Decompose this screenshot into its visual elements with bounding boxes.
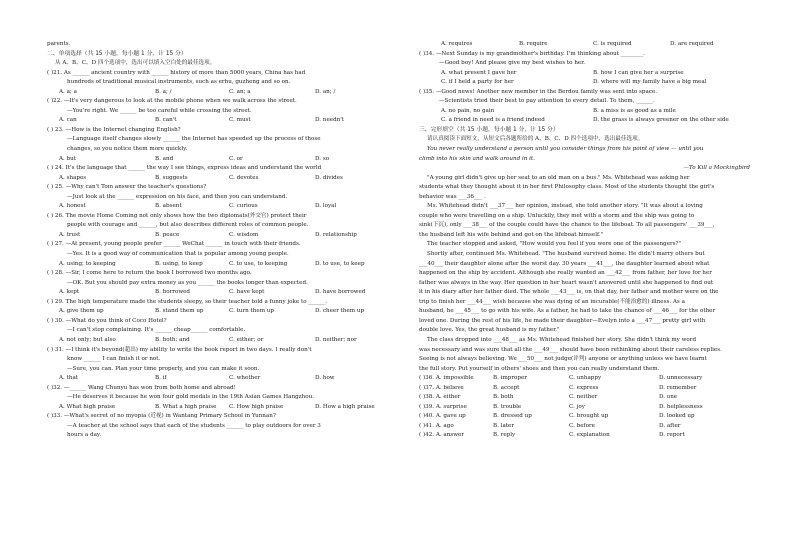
question-stem: ( ) 31. —I think it's beyond(超出) my ability to write the book report in two days. I really don't — [47, 346, 312, 353]
option-B: B. borrowed — [155, 289, 191, 296]
option-A: A. What high praise — [59, 403, 116, 410]
option-C: C. express — [569, 384, 599, 391]
option-A: A. that — [59, 375, 79, 382]
option-row — [419, 403, 750, 413]
option-B: B. reply — [493, 432, 516, 439]
text-line: couple who were travelling on a ship. Unluckily, they met with a storm and the ship was going to — [419, 212, 695, 219]
option-A: ( )38. A. either — [419, 394, 461, 401]
option-A: ( )37. A. believe — [419, 384, 464, 391]
option-D: D. an; / — [315, 88, 336, 95]
option-row — [47, 288, 395, 298]
option-A: A. trust — [59, 231, 81, 238]
option-row — [47, 202, 395, 212]
option-row — [419, 431, 750, 441]
option-C: C. either; or — [229, 336, 264, 343]
text-line: Shortly after, continued Ms. Whitehead. "The husband survived home. He didn't marry others but — [427, 251, 705, 258]
epigraph-line: You never really understand a person until you consider things from his point of view — until you — [427, 146, 704, 153]
text-line: —Scientists tried their best to pay attention to every detail. To them, ______. — [439, 98, 655, 105]
option-C: C. joy — [569, 403, 585, 410]
option-D: D. how — [315, 375, 335, 382]
question-stem: ( )32. —______ Wang Chunyu has won from both home and abroad! — [47, 384, 236, 391]
option-row — [47, 231, 395, 241]
option-row — [419, 69, 750, 79]
option-row — [419, 107, 750, 117]
option-B: B. accept — [493, 384, 520, 391]
option-row — [419, 78, 750, 88]
text-line: father was always in the way. Her question in her heart wasn't answered until she happened to find out — [419, 279, 714, 286]
option-D: D. unnecessary — [659, 375, 703, 382]
option-D: D. are required — [670, 41, 714, 47]
question-stem: ( )21. As ______ ancient country with ______ history of more than 5000 years, China has had — [47, 69, 306, 76]
option-B: B. peace — [155, 231, 180, 238]
option-row — [419, 412, 750, 422]
option-A: A. kept — [59, 289, 80, 296]
text-line: students what they thought about it in her first Philosophy class. Most of the students thought the girl's — [419, 184, 715, 191]
text-line: the husband left his wife behind and got on the lifeboat himself." — [419, 231, 604, 238]
option-B: B. later — [493, 422, 515, 429]
text-line: happened on the ship by accident. Although she really wanted an ___42___ from father, her love for her — [419, 270, 712, 277]
option-row — [47, 260, 395, 270]
option-A: A. using; to keeping — [59, 260, 116, 267]
option-A: A. requires — [441, 41, 473, 47]
option-B: B. if — [155, 375, 167, 382]
option-D: D. divides — [315, 174, 343, 181]
option-C: C. before — [569, 422, 595, 429]
text-line: behavior was ___36___ . — [419, 193, 486, 200]
option-B: D. where will my family have a big meal — [593, 79, 707, 86]
option-A: ( )36. A. impossible — [419, 375, 474, 382]
text-line: people with courage and ______, but also describes different roles of common people. — [67, 222, 309, 229]
option-C: C. whether — [229, 375, 261, 382]
text-line: it in his diary after her father died. The whole ___43___ is, on that day, her father and mother were on the — [419, 289, 719, 296]
text-line: 请认真阅读下面短文，从短文后各题所给的 A、B、C、D 四个选项中，选出最佳选项。 — [427, 136, 644, 143]
option-B: B. using, to keep — [155, 260, 203, 267]
section-heading: 三、完形填空（共 15 小题，每小题 1 分，计 15 分） — [419, 126, 559, 133]
option-B: B. require — [519, 41, 548, 47]
text-line: —Just look at the ______ expression on his face, and then you can understand. — [67, 193, 288, 200]
option-D: D. How a high praise — [315, 403, 375, 410]
option-C: C. or — [229, 155, 243, 162]
option-A: C. if I held a party for her — [441, 79, 514, 86]
option-C: C. brought up — [569, 413, 609, 420]
text-line: —Language itself changes slowly ______ the Internet has speeded up the process of those — [67, 136, 321, 143]
option-B: B. and — [155, 155, 174, 162]
option-row — [419, 374, 750, 384]
option-C: C. wisdom — [229, 231, 259, 238]
text-line: —He deserves it because he won four gold medals in the 19th Asian Games Hangzhou. — [67, 394, 314, 401]
option-D: D. looked up — [659, 413, 695, 420]
option-D: D. cheer them up — [315, 308, 365, 315]
option-B: D. the grass is always greener on the other side — [593, 117, 729, 124]
option-row — [47, 336, 395, 346]
question-stem: ( )22. —It's very dangerous to look at the mobile phone when we walk across the street. — [47, 98, 297, 105]
option-C: C. How high praise — [229, 403, 284, 410]
option-A: A. a; a — [59, 88, 77, 95]
question-stem: ( ) 28. —Sir, I come here to return the book I borrowed two months ago. — [47, 270, 252, 277]
option-D: D. one — [659, 394, 678, 401]
text-line: changes, so you notice them more quickly. — [67, 146, 188, 153]
option-A: ( )42. A. answer — [419, 432, 464, 439]
text-line: parents. — [47, 41, 71, 47]
option-A: A. can — [59, 117, 77, 124]
option-C: C. to use, to keeping — [229, 260, 288, 267]
option-row — [47, 116, 395, 126]
option-A: A. shapes — [59, 174, 87, 181]
option-B: B. stand them up — [155, 308, 204, 315]
option-B: B. suggests — [155, 174, 188, 181]
section-heading: 二、单项选择（共 15 小题，每小题 1 分，计 15 分） — [47, 50, 187, 57]
text-line: trip to finish her ___44___ wish because she was dying of an incurable(不能治愈的) illness. As a — [419, 298, 685, 305]
left-column — [47, 40, 395, 441]
option-row — [47, 174, 395, 184]
option-C: C. must — [229, 117, 251, 124]
text-line: Seeing is not always believing. We ___50___ not judge(评判) anyone or anything unless we have learnt — [419, 356, 707, 363]
option-row — [419, 384, 750, 394]
option-C: C. have kept — [229, 289, 265, 296]
option-row — [47, 155, 395, 165]
option-C: C. devotes — [229, 174, 259, 181]
text-line: —Sure, you can. Plan your time properly, and you can make it soon. — [67, 365, 260, 372]
right-column — [419, 40, 750, 441]
option-C: C. turn them up — [229, 308, 274, 315]
question-stem: ( ) 30. —What do you think of Coco Hotel? — [47, 317, 167, 324]
text-line: hundreds of traditional musical instruments, such as erhu, guzheng and so on. — [67, 79, 291, 86]
option-C: C. unhappy — [569, 375, 602, 382]
option-A: A. what present I gave her — [441, 69, 517, 76]
text-line: —A teacher at the school says that each of the students ______ to play outdoors for over 3 — [67, 422, 321, 429]
option-D: D. report — [659, 432, 685, 439]
option-A: A. give them up — [59, 308, 104, 315]
text-line: —I can't stop complaining. It's ______ cheap______ comfortable. — [67, 327, 246, 334]
option-row — [47, 307, 395, 317]
option-B: B. improper — [493, 375, 527, 382]
text-line: "A young girl didn't give up her seat to an old man on a bus." Ms. Whitehead was asking her — [427, 174, 690, 181]
option-B: B. a; / — [155, 88, 172, 95]
text-line: husband, he ___45___ to go with his wife. As a father, he had to take the chance of ___46___ for the other — [419, 308, 716, 315]
option-B: B. What a high praise — [155, 403, 217, 410]
option-row — [47, 88, 395, 98]
option-row — [419, 116, 750, 126]
option-B: B. dressed up — [493, 413, 532, 420]
option-A: A. no pain, no gain — [441, 107, 495, 114]
text-line: was necessary and was sure that all the ___49___ should have been rethinking about their careless replies. — [419, 346, 722, 353]
option-C: C. curious — [229, 203, 258, 210]
option-A: A. honest — [59, 203, 86, 210]
option-C: C. is required — [593, 41, 632, 47]
text-line: —Yes. It is a good way of communication that is popular among young people. — [67, 251, 289, 258]
question-stem: ( ) 27. —At present, young people prefer ______ WeChat ______ in touch with their friends. — [47, 241, 301, 248]
question-stem: ( )33. —What's secret of no myopia (近视) in Wantang Primary School in Yunnan? — [47, 413, 276, 420]
option-C: C. explanation — [569, 432, 610, 439]
text-line: The class dropped into ___48___ as Ms. Whitehead finished her story. She didn't think my word — [427, 336, 697, 343]
option-row — [419, 393, 750, 403]
option-B: B. can't — [155, 117, 177, 124]
option-D: D. so — [315, 155, 330, 162]
text-line: loved one. During the rest of his life, he made their daughter—Evelyn into a ___47___ pretty girl with — [419, 317, 706, 324]
option-D: D. relationship — [315, 231, 357, 238]
text-line: sink(下沉), only ___38___ of the couple could have the chance to the lifeboat. To all passengers' ___39___, — [419, 222, 715, 229]
text-line: ___40___ their daughter alone after the worst day. 30 years ___41___, the daughter learned about what — [419, 260, 710, 267]
option-C: C. an; a — [229, 88, 251, 95]
option-B: B. trouble — [493, 403, 522, 410]
option-A: C. a friend in need is a friend indeed — [441, 117, 545, 124]
question-stem: ( ) 24. It's the language that ______ the way I see things, express ideas and understand the world — [47, 165, 322, 172]
option-A: ( )41. A. ago — [419, 422, 454, 429]
text-line: 从 A、B、C、D 四个选项中，选出可以填入空白处的最佳选项。 — [55, 60, 216, 67]
option-row — [419, 40, 750, 50]
option-D: D. loyal — [315, 203, 337, 210]
option-D: D. neither; nor — [315, 336, 357, 343]
option-A: ( )40. A. gave up — [419, 413, 466, 420]
epigraph-line: climb into his skin and walk around in it. — [419, 155, 535, 162]
text-line: —OK. But you should pay extra money as you ______ the books longer than expected. — [67, 279, 308, 286]
option-B: B. a miss is as good as a mile — [593, 107, 676, 114]
option-D: D. needn't — [315, 117, 345, 124]
text-line: The teacher stopped and asked, "How would you feel if you were one of the passengers?" — [427, 241, 682, 248]
option-A: A. not only; but also — [59, 336, 116, 343]
question-stem: ( ) 23. —How is the Internet changing English? — [47, 126, 181, 133]
option-C: C. neither — [569, 394, 598, 401]
question-stem: ( )34. —Next Sunday is my grandmother's birthday. I'm thinking about ________. — [419, 50, 645, 57]
option-D: D. after — [659, 422, 681, 429]
text-line: the full story. Put yourself in others' shoes and then you can really understand them. — [419, 365, 660, 372]
option-A: A. but — [59, 155, 77, 162]
option-row — [47, 403, 395, 413]
text-line: double love. Yes, the great husband is my father." — [419, 327, 560, 334]
option-D: D. have borrowed — [315, 289, 366, 296]
option-B: B. how I can give her a surprise — [593, 69, 684, 76]
question-stem: ( )35. —Good news! Another new member in the Berdou family was sent into space. — [419, 88, 658, 95]
option-B: B. both — [493, 394, 514, 401]
question-stem: ( ) 29. The high temperature made the students sleepy, so their teacher told a funny joke to ______. — [47, 298, 327, 305]
option-B: B. both; and — [155, 336, 190, 343]
text-line: hours a day. — [67, 432, 102, 439]
text-line: —Good boy! And please give my best wishes to her. — [439, 60, 586, 67]
option-D: D. remember — [659, 384, 697, 391]
text-line: —You're right. We ______ be too careful while crossing the street. — [67, 107, 252, 114]
text-line: know ______ I can finish it or not. — [67, 356, 161, 363]
option-B: B. absent — [155, 203, 182, 210]
option-A: ( )39. A. surprise — [419, 403, 467, 410]
option-row — [419, 422, 750, 432]
epigraph-source: —To Kill a Mockingbird — [683, 165, 750, 172]
question-stem: ( ) 26. The movie Home Coming not only shows how the two diplomats(外交官) protect their — [47, 212, 307, 219]
question-stem: ( ) 25. —Why can't Tom answer the teacher's questions? — [47, 184, 207, 191]
text-line: Ms. Whitehead didn't ___37___ her opinion, instead, she told another story. "It was about a loving — [427, 203, 703, 210]
option-D: D. to use, to keep — [315, 260, 365, 267]
option-D: D. helplessness — [659, 403, 703, 410]
option-row — [47, 374, 395, 384]
